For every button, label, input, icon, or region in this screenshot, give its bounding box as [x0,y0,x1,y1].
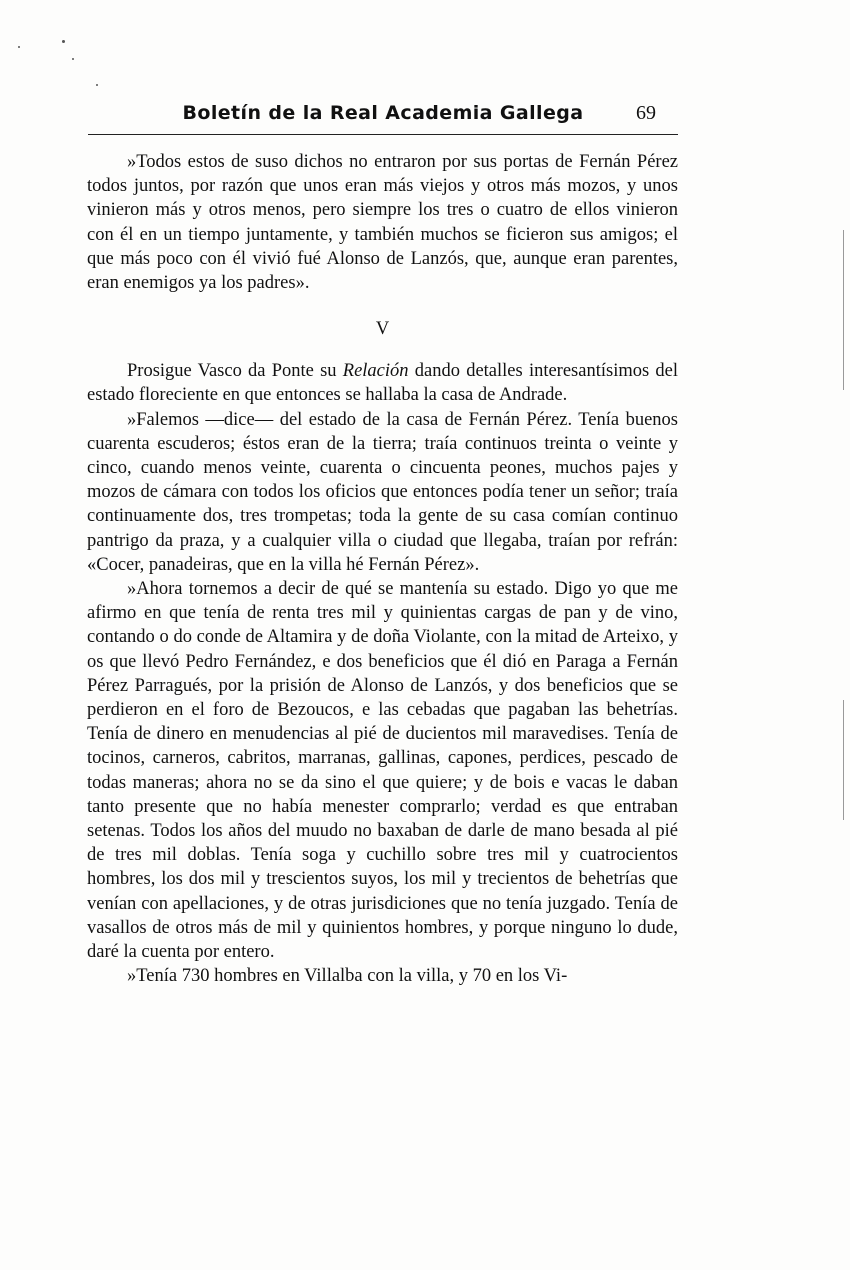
paragraph-quote-companions: »Todos estos de suso dichos no entraron por sus portas de Fernán Pérez todos juntos, por razón que unos eran más viejos y otros más mozos, y unos vinieron más y otros menos, pero siempre los tres o cuatro de ellos vinieron con él en un tiempo juntamente, y también muchos se ficieron sus amigos; el que más poco con él vivió fué Alonso de Lanzós, que, aunque eran parentes, eran enemigos ya los padres». [87,152,678,294]
paragraph-quote-villalba: »Tenía 730 hombres en Villalba con la villa, y 70 en los Vi- [127,966,568,987]
page-number: 69 [636,102,656,124]
scan-edge [843,700,844,820]
work-title: Relación [342,361,409,382]
page-body [87,150,678,989]
scan-speck [62,40,65,43]
paragraph-text: dando detalles interesantísimos del estado floreciente en que entonces se hallaba la casa de Andrade. [87,361,678,406]
running-header [88,98,678,135]
scan-edge [843,230,844,390]
paragraph-quote-estado: »Falemos —dice— del estado de la casa de Fernán Pérez. Tenía buenos cuarenta escuderos; éstos eran de la tierra; traía continuos treinta o veinte y cinco, cuando menos veinte, cuarenta o cincuenta peones, muchos pajes y mozos de cámara con todos los oficios que entonces podía tener un señor; traía continuamente dos, tres trompetas; toda la gente de su casa comían continuo pantrigo da praza, y a cualquier villa o ciudad que llegaba, traían por refrán: «Cocer, panadeiras, que en la villa hé Fernán Pérez». [87,409,678,575]
scan-speck [18,46,20,48]
paragraph-text: Prosigue Vasco da Ponte su [127,361,343,382]
scan-speck [72,58,74,60]
section-numeral: V [375,319,390,340]
scan-speck [96,84,98,86]
journal-title: Boletín de la Real Academia Gallega [182,102,584,124]
paragraph-quote-renta: »Ahora tornemos a decir de qué se mantenía su estado. Digo yo que me afirmo en que tenía de renta tres mil y quinientas cargas de pan y de vino, contando o do conde de Altamira y de doña Violante, con la mitad de Arteixo, y os que llevó Pedro Fernández, e dos beneficios que él dió en Paraga a Fernán Pérez Parragués, por la prisión de Alonso de Lanzós, y dos beneficios que se perdieron en el foro de Bezoucos, e las cebadas que pagaban las behetrías. Tenía de dinero en menudencias al pié de ducientos mil maravedises. Tenía de tocinos, carneros, cabritos, marranas, gallinas, capones, perdices, pescado de todas maneras; ahora no se da sino el que quiere; y de bois e vacas le daban tanto presente que no había menester comprarlo; verdad es que entraban setenas. Todos los años del muudo no baxaban de darle de mano besada al pié de tres mil doblas. Tenía soga y cuchillo sobre tres mil y cuatrocientos hombres, los dos mil y trescientos suyos, los mil y trecientos de behetrías que venían con apellaciones, y de otras jurisdiciones que no tenía juzgado. Tenía de vasallos de otros más de mil y quinientos hombres, y porque ninguno lo dude, daré la cuenta por entero. [87,579,678,963]
paragraph-prosigue [87,359,678,407]
